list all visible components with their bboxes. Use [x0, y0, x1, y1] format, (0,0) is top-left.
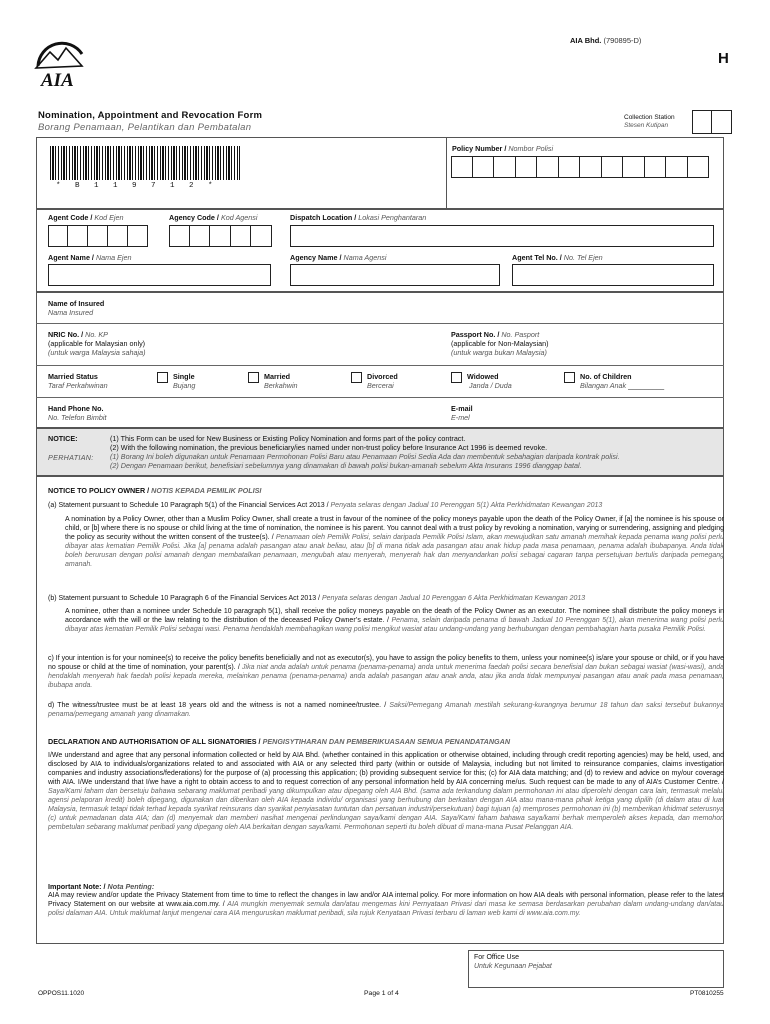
important-note-text: AIA may review and/or update the Privacy Statement from time to time to reflect the changes in law and/or AIA internal policy. For more information on how AIA deals with personal information, please refer to the latest Privacy Statement on our website at www.aia.com.my. / AIA mungkin menyemak semula dan/atau mengemas kini Pernyataan Privasi dari masa ke semasa berdasarkan perubahan dalam undang-undang dan/atau polisi dalaman AIA. Untuk maklumat lanjut mengenai cara AIA menguruskan maklumat peribadi, sila rujuk Kenyataan Privasi terbaru di laman web kami di www.aia.com.my.: [48, 892, 724, 917]
form-title: Nomination, Appointment and Revocation Form: [38, 110, 263, 121]
agent-code-field[interactable]: [48, 225, 148, 247]
statement-c-text: c) If your intention is for your nominee(s) to receive the policy benefits beneficially and not as executor(s), you have to assign the policy benefits to them, unless your nominee(s) is/are your spouse or child, or if you have no spouse or child at the time of nomination, your parent(s). / Jika niat anda adalah untuk penama (penama-penama) anda untuk menerima faedah polisi secara benefisial dan bukan sebagai wasiat (wasi-wasi), anda hendaklah menyerah hak faedah polisi kepada mereka, melainkan penama (penama-penama) anda adalah pasangan atau anak anda, atau jika anda tidak mempunyai pasangan atau anak pada masa penamaan, ibubapa anda.: [48, 655, 724, 689]
logo-mountain-icon: [30, 32, 90, 90]
agent-name-field[interactable]: [48, 264, 271, 286]
marital-option-single[interactable]: Single Bujang: [157, 372, 168, 383]
children-count-blank[interactable]: _________: [628, 381, 665, 390]
company-line: [570, 36, 641, 45]
declaration-heading: DECLARATION AND AUTHORISATION OF ALL SIGNATORIES / PENGISYTIHARAN DAN PEMBERIKUASAAN SEMUA PENANDATANGAN: [48, 737, 511, 746]
notice-text: (1) This Form can be used for New Business or Existing Policy Nomination and forms part of the policy contract. (2) With the following nomination, the previous beneficiary/ies named under non-trust policy before Insurance Act 1996 is deemed revoke. (1) Borang Ini boleh digunakan untuk Penamaan Permohonan Polisi Baru atau Penamaan Polisi Sedia Ada dan membentuk sebahagian daripada kontrak polisi. (2) Dengan Penamaan berikut, benefisiari sebelumnya yang dinamakan di bawah polisi bukan-amanah sebelum Akta Insurans 1996 dianggap batal.: [110, 434, 620, 470]
agency-name-label: Agency Name / Nama Agensi: [290, 253, 387, 262]
agent-tel-label: Agent Tel No. / No. Tel Ejen: [512, 253, 603, 262]
form-subtitle: Borang Penamaan, Pelantikan dan Pembatalan: [38, 122, 252, 133]
agent-code-label: Agent Code / Kod Ejen: [48, 213, 124, 222]
dispatch-location-field[interactable]: [290, 225, 714, 247]
office-use-label: For Office Use Untuk Kegunaan Pejabat: [474, 954, 552, 970]
children-checkbox[interactable]: [564, 372, 575, 383]
company-reg-no: (790895-D): [603, 36, 642, 45]
statement-b-text: A nominee, other than a nominee under Schedule 10 paragraph 5(1), shall receive the policy moneys payable on the death of the Policy Owner as an executor. The nominee shall distribute the policy moneys in accordance with the will or the law relating to the distribution of the deceased Policy Owner’s estate. / Penama, selain daripada penama di bawah Jadual 10 Perenggan 5(1), akan menerima wang polisi perlu dibayar atas kematian Pemilik Polisi sebagai wasi. Penama hendaklah membahagikan wang polisi mengikut wasiat atau undang-undang yang berhubungan dengan pembahagian harta pusaka Pemilik Polisi.: [65, 608, 724, 633]
policy-number-label: Policy Number / Nombor Polisi: [452, 144, 554, 153]
agent-name-label: Agent Name / Nama Ejen: [48, 253, 132, 262]
statement-b-heading: (b) Statement pursuant to Schedule 10 Paragraph 6 of the Financial Services Act 2013 / Penyata selaras dengan Jadual 10 Perenggan 6 Akta Perkhidmatan Kewangan 2013: [48, 595, 586, 602]
print-code: PT0810255: [690, 990, 724, 997]
statement-d-text: d) The witness/trustee must be at least 18 years old and the witness is not a named nominee/trustee. / Saksi/Pemegang Amanah mestilah sekurang-kurangnya berumur 18 tahun dan saksi tersebut bukannya penama/pemegang amanah yang dinamakan.: [48, 702, 724, 718]
company-name: AIA Bhd.: [570, 36, 602, 45]
aia-logo: [30, 32, 90, 90]
barcode: [50, 146, 240, 180]
widowed-checkbox[interactable]: [451, 372, 462, 383]
page-number: Page 1 of 4: [364, 990, 399, 997]
declaration-text: I/We understand and agree that any personal information collected or held by AIA Bhd. (whether contained in this application or otherwise obtained, including through credit reporting agencies) may be held, used, and disclosed by AIA to individuals/organizations related to and associated with AIA or any selected third party (within or outside of Malaysia, including but not limited to reinsurance companies, claims investigation companies and industry associations/federations) for the purpose of (a) processing this application; (b) providing subsequent service for this; (c) for AIA data matching; and (d) to review and advice on my/our coverage with AIA. I/We understand that I/we have a right to obtain access to and to request correction of any personal information held by AIA concerning me/us. Such request can be made to any of AIA’s Customer Centre. / Saya/Kami faham dan bersetuju bahawa sebarang maklumat peribadi yang dikumpulkan atau dipegang oleh AIA Bhd. (sama ada terkandung dalam permohonan ini atau diperolehi dengan cara lain, termasuk melalui agensi pelaporan kredit) boleh dipegang, digunakan dan diberikan oleh AIA kepada individu/ organisasi yang berhubung dan berkaitan dengan AIA atau mana-mana pihak ketiga yang dipilih (di dalam atau di luar Malaysia, termasuk tetapi tidak terhad kepada syarikat reinsurans dan syarikat penyiasatan tuntutan dan persatuan industri/persekutuan) bagi tujuan (a) memproses permohonan ini (b) memberikan khidmat seterusnya (c) untuk pemadanan data AIA; dan (d) menyemak dan memberi nasihat mengenai perlindungan saya/kami dengan AIA. Saya/Kami faham bahawa saya/kami berhak memperoleh akses kepada, dan memohon pembetulan sebarang maklumat peribadi yang dipegang oleh AIA berkaitan dengan saya/kami. Permohonan seperti itu boleh dibuat di mana-mana Pusat Pelanggan AIA.: [48, 752, 724, 831]
marital-status-label: Married Status Taraf Perkahwinan: [48, 372, 108, 390]
marital-option-married[interactable]: Married Berkahwin: [248, 372, 259, 383]
agency-code-label: Agency Code / Kod Agensi: [169, 213, 258, 222]
statement-a-heading: (a) Statement pursuant to Schedule 10 Paragraph 5(1) of the Financial Services Act 2013 / Penyata selaras dengan Jadual 10 Perenggan 5(1) Akta Perkhidmatan Kewangan 2013: [48, 502, 603, 509]
divorced-checkbox[interactable]: [351, 372, 362, 383]
owner-notice-heading: NOTICE TO POLICY OWNER / NOTIS KEPADA PEMILIK POLISI: [48, 486, 262, 495]
barcode-text: * B 1 1 9 7 1 2 *: [56, 182, 218, 190]
passport-label: Passport No. / No. Pasport (applicable for Non-Malaysian) (untuk warga bukan Malaysia): [451, 330, 549, 357]
marital-option-widowed[interactable]: Widowed Janda / Duda: [451, 372, 462, 383]
agent-tel-field[interactable]: [512, 264, 714, 286]
form-code: OPPOS11.1020: [38, 990, 85, 997]
insured-section: [36, 292, 724, 428]
email-label: E-mail E-mel: [451, 404, 473, 422]
single-checkbox[interactable]: [157, 372, 168, 383]
insured-name-label: Name of Insured Nama Insured: [48, 299, 105, 317]
married-checkbox[interactable]: [248, 372, 259, 383]
notice-label-ms: PERHATIAN:: [48, 453, 94, 462]
collection-station-boxes[interactable]: [692, 110, 732, 134]
marital-option-divorced[interactable]: Divorced Bercerai: [351, 372, 362, 383]
collection-station-label: Collection Station Stesen Kutipan: [624, 114, 675, 130]
agency-name-field[interactable]: [290, 264, 500, 286]
statement-a-text: A nomination by a Policy Owner, other than a Muslim Policy Owner, shall create a trust in favour of the nominee of the policy moneys payable upon the death of the Policy Owner, if [a] the nominee is his spouse or child, or [b] where there is no spouse or child living at the time of nomination, the nominee is his parent. You cannot deal with a trust policy by revoking a nomination, varying or surrendering, assigning and pledging the policy as security without the written consent of the trustee(s). / Penamaan oleh Pemilik Polisi, selain daripada Pemilik Polisi Islam, akan mewujudkan satu amanah memihak kepada penama wang polisi perlu dibayar atas kematian Pemilik Polisi. Jika [a] penama adalah pasangan atau anak beliau, atau [b] di mana tidak ada pasangan atau anak hidup pada masa penamaan, penama adalah ibubapanya. Anda tidak boleh berurusan dengan polisi amanah dengan membatalkan penamaan, mengubah atau menyerah, menyerah hak dan menyandarkan polisi sebagai cagaran tanpa persetujuan bertulis daripada pemegang amanah.: [65, 516, 724, 568]
logo-text: AIA: [41, 70, 74, 90]
important-note-heading: Important Note: / Nota Penting:: [48, 882, 155, 891]
hand-phone-label: Hand Phone No. No. Telefon Bimbit: [48, 404, 107, 422]
form-letter: H: [718, 50, 729, 67]
agency-code-field[interactable]: [169, 225, 272, 247]
dispatch-location-label: Dispatch Location / Lokasi Penghantaran: [290, 213, 427, 222]
notice-label: NOTICE:: [48, 434, 78, 443]
policy-number-field[interactable]: [451, 156, 709, 178]
marital-option-children[interactable]: No. of Children Bilangan Anak _________: [564, 372, 575, 383]
nric-label: NRIC No. / No. KP (applicable for Malaysian only) (untuk warga Malaysia sahaja): [48, 330, 146, 357]
